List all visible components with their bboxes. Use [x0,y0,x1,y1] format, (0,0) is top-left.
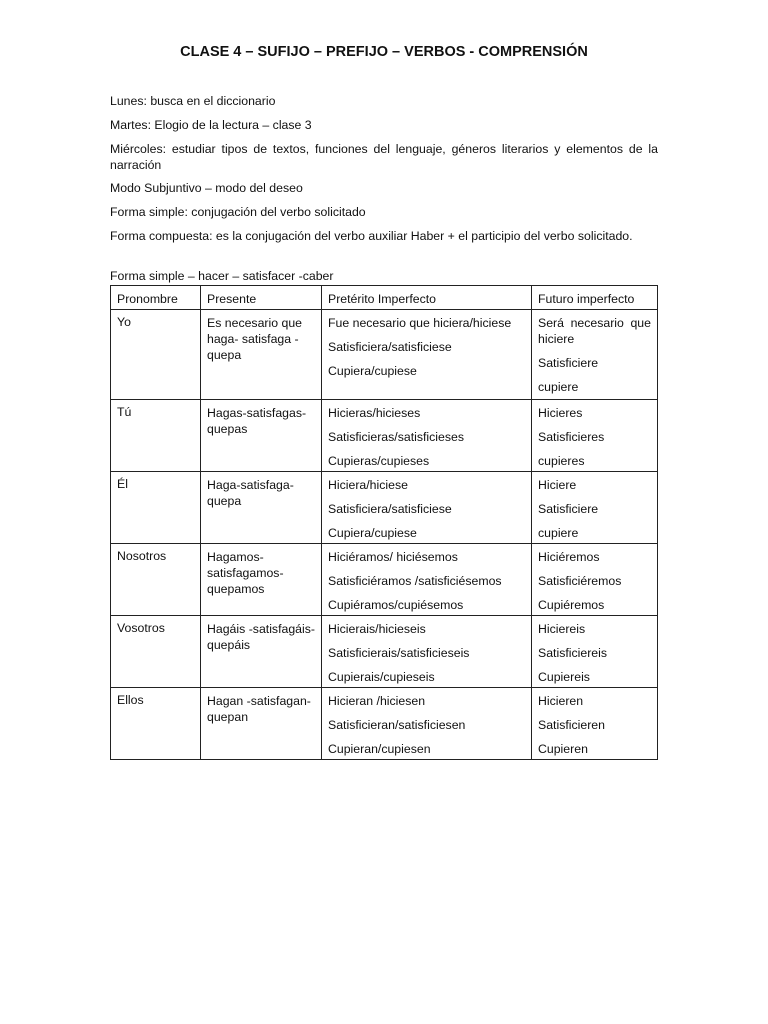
future-form: Satisficiéremos [538,574,622,588]
future-form: Será necesario que hiciere [538,316,651,346]
cell-imperfect [322,616,532,688]
cell-present: Haga-satisfaga-quepa [201,472,322,544]
cell-pronoun: Ellos [111,688,201,760]
imperfect-form: Satisficierais/satisficieseis [328,646,470,660]
cell-pronoun: Vosotros [111,616,201,688]
imperfect-form: Cupieras/cupieses [328,454,430,468]
future-form: Cupieren [538,742,588,756]
document-title: CLASE 4 – SUFIJO – PREFIJO – VERBOS - COMPRENSIÓN [180,44,588,60]
cell-future [532,310,658,400]
cell-pronoun: Él [111,472,201,544]
imperfect-form: Cupiera/cupiese [328,526,417,540]
imperfect-form: Hicieran /hiciesen [328,694,426,708]
table-header-row [111,286,658,310]
cell-imperfect [322,400,532,472]
imperfect-form: Satisficiera/satisficiese [328,502,452,516]
imperfect-form: Hicierais/hicieseis [328,622,426,636]
cell-future [532,400,658,472]
table-row [111,310,658,400]
future-form: Satisficiere [538,356,599,370]
cell-future [532,472,658,544]
cell-imperfect [322,472,532,544]
cell-pronoun: Yo [111,310,201,400]
paragraph-subjunctive: Modo Subjuntivo – modo del deseo [110,181,303,195]
imperfect-form: Hicieras/hicieses [328,406,421,420]
cell-present: Es necesario que haga- satisfaga - quepa [201,310,322,400]
paragraph-table-intro: Forma simple – hacer – satisfacer -caber [110,269,334,283]
future-form: cupiere [538,526,579,540]
paragraph-tuesday: Martes: Elogio de la lectura – clase 3 [110,118,312,132]
future-form: Hiciere [538,478,577,492]
paragraph-compound-form: Forma compuesta: es la conjugación del verbo auxiliar Haber + el participio del verbo solicitado. [110,229,633,243]
future-form: Hicieren [538,694,584,708]
imperfect-form: Cupierais/cupieseis [328,670,435,684]
imperfect-form: Satisficieran/satisficiesen [328,718,466,732]
cell-future [532,544,658,616]
table-row [111,688,658,760]
imperfect-form: Fue necesario que hiciera/hiciese [328,316,512,330]
future-form: cupiere [538,380,579,394]
cell-present: Hagas-satisfagas-quepas [201,400,322,472]
cell-imperfect [322,310,532,400]
imperfect-form: Hiciéramos/ hiciésemos [328,550,458,564]
cell-present: Hagan -satisfagan-quepan [201,688,322,760]
paragraph-monday: Lunes: busca en el diccionario [110,94,276,108]
future-form: Hiciéremos [538,550,600,564]
future-form: Hicieres [538,406,583,420]
cell-present: Hagáis -satisfagáis-quepáis [201,616,322,688]
cell-future [532,616,658,688]
cell-future [532,688,658,760]
future-form: Satisficiereis [538,646,608,660]
imperfect-form: Satisficieras/satisficieses [328,430,464,444]
imperfect-form: Cupieran/cupiesen [328,742,431,756]
table-row [111,400,658,472]
header-imperfect: Pretérito Imperfecto [322,286,532,310]
imperfect-form: Cupiera/cupiese [328,364,417,378]
future-form: Hiciereis [538,622,586,636]
header-present: Presente [201,286,322,310]
cell-present: Hagamos-satisfagamos-quepamos [201,544,322,616]
paragraph-simple-form: Forma simple: conjugación del verbo solicitado [110,205,366,219]
cell-pronoun: Tú [111,400,201,472]
conjugation-table [110,285,658,760]
imperfect-form: Satisficiera/satisficiese [328,340,452,354]
imperfect-form: Cupiéramos/cupiésemos [328,598,464,612]
paragraph-wednesday: Miércoles: estudiar tipos de textos, funciones del lenguaje, géneros literarios y elementos de la narración [110,142,658,172]
imperfect-form: Satisficiéramos /satisficiésemos [328,574,502,588]
imperfect-form: Hiciera/hiciese [328,478,408,492]
future-form: Cupiéremos [538,598,605,612]
table-row [111,616,658,688]
cell-pronoun: Nosotros [111,544,201,616]
cell-imperfect [322,544,532,616]
future-form: cupieres [538,454,585,468]
table-row [111,544,658,616]
table-row [111,472,658,544]
future-form: Satisficieren [538,718,605,732]
future-form: Cupiereis [538,670,590,684]
future-form: Satisficieres [538,430,605,444]
header-pronoun: Pronombre [111,286,201,310]
cell-imperfect [322,688,532,760]
header-future: Futuro imperfecto [532,286,658,310]
future-form: Satisficiere [538,502,599,516]
